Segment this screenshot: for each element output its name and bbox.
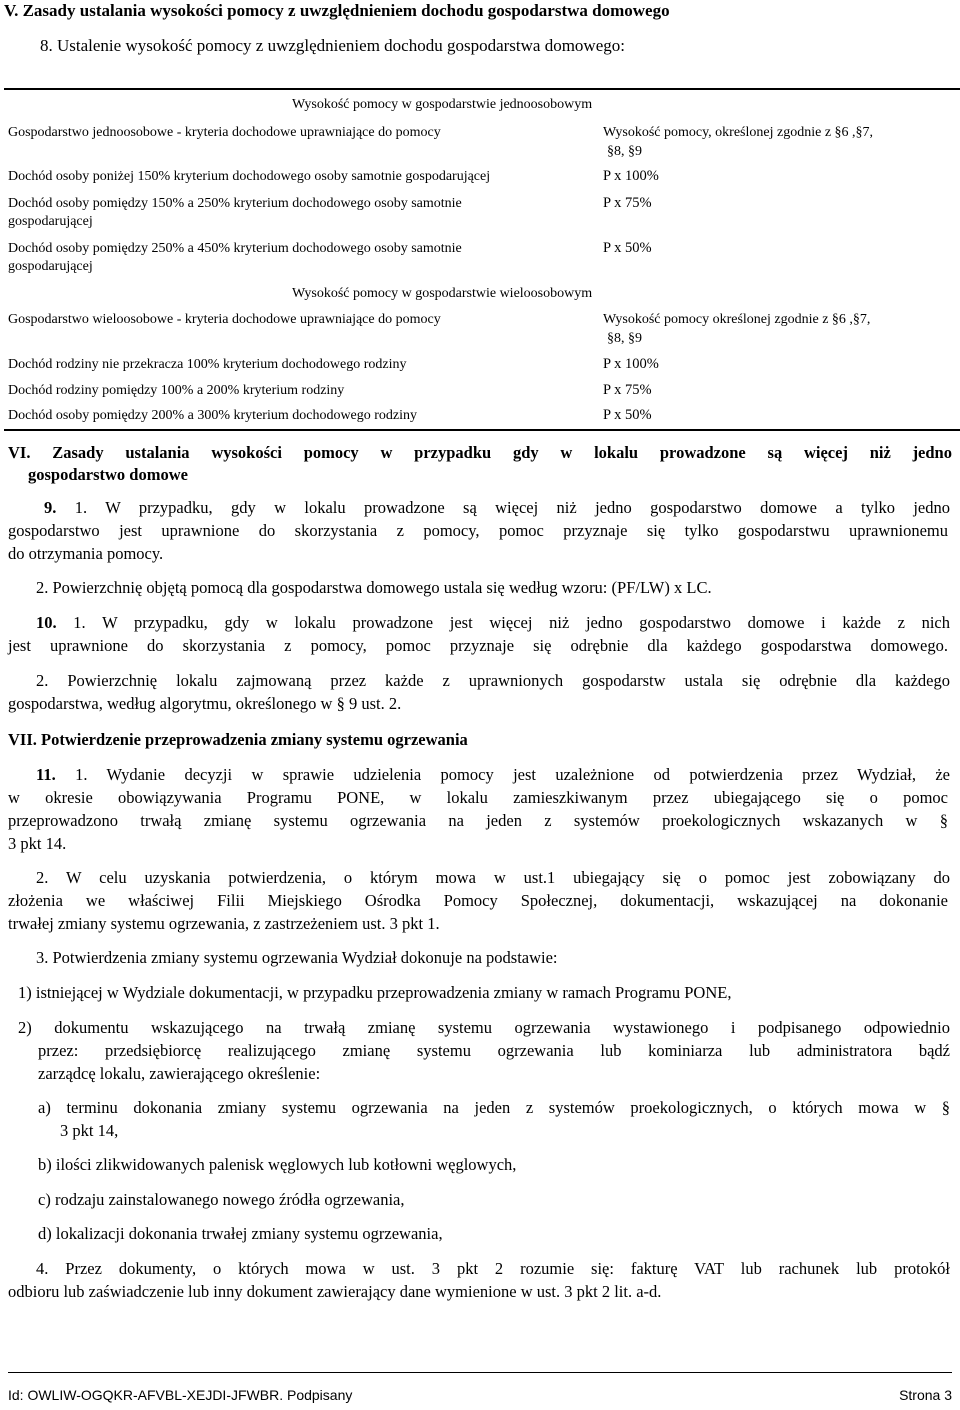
- table1-caption: Wysokość pomocy w gospodarstwie jednoosobowym: [292, 97, 593, 112]
- sub-item-d: d) lokalizacji dokonania trwałej zmiany systemu ogrzewania,: [38, 1224, 443, 1243]
- paragraph-11-1: [36, 764, 950, 787]
- table-row-value: P x 75%: [603, 382, 652, 398]
- paragraph-text: 1. W przypadku, gdy w lokalu prowadzone są więcej niż jedno gospodarstwo domowe a tylko jedno: [56, 498, 950, 517]
- table-row-label: Dochód rodziny pomiędzy 100% a 200% kryterium rodziny: [8, 383, 345, 398]
- document-id: Id: OWLIW-OGQKR-AFVBL-XEJDI-JFWBR. Podpisany: [8, 1387, 353, 1403]
- table-row-label: Dochód osoby pomiędzy 200% a 300% kryterium dochodowego rodziny: [8, 408, 418, 423]
- footer-rule: [8, 1372, 952, 1373]
- paragraph-9-1-line3: do otrzymania pomocy.: [8, 544, 164, 563]
- paragraph-10-1-line2: jest uprawnione do skorzystania z pomocy, pomoc przyznaje się odrębnie dla każdego gospodarstwa domowego.: [8, 636, 948, 655]
- list-item-2-line2: przez: przedsiębiorcę realizującego zmianę systemu ogrzewania lub kominiarza lub administratora bądź: [38, 1041, 950, 1060]
- paragraph-text: 1. W przypadku, gdy w lokalu prowadzone jest więcej niż jedno gospodarstwo domowe i każde z nich: [56, 613, 950, 632]
- paragraph-11-2-line3: trwałej zmiany systemu ogrzewania, z zastrzeżeniem ust. 3 pkt 1.: [8, 914, 440, 933]
- section-6-title-cont: gospodarstwo domowe: [28, 465, 188, 484]
- list-item-2: 2) dokumentu wskazującego na trwałą zmianę systemu ogrzewania wystawionego i podpisanego odpowiednio: [18, 1018, 950, 1037]
- section-5-title: V. Zasady ustalania wysokości pomocy z uwzględnieniem dochodu gospodarstwa domowego: [4, 1, 670, 20]
- paragraph-number: 10.: [36, 613, 57, 632]
- paragraph-11-4-line2: odbioru lub zaświadczenie lub inny dokument zawierający dane wymienione w ust. 3 pkt 2 lit. a-d.: [8, 1282, 662, 1301]
- paragraph-9-2: 2. Powierzchnię objętą pomocą dla gospodarstwa domowego ustala się według wzoru: (PF/LW) x LC.: [36, 578, 712, 597]
- sub-item-c: c) rodzaju zainstalowanego nowego źródła ogrzewania,: [38, 1190, 405, 1209]
- table2-header-right: Wysokość pomocy określonej zgodnie z §6 ,§7,: [603, 312, 871, 327]
- table1-header-left: Gospodarstwo jednoosobowe - kryteria dochodowe uprawniające do pomocy: [8, 125, 441, 140]
- paragraph-number: 11.: [36, 765, 56, 784]
- table-row-label: Dochód osoby poniżej 150% kryterium dochodowego osoby samotnie gospodarującej: [8, 169, 491, 184]
- section-6-title: VI. Zasady ustalania wysokości pomocy w przypadku gdy w lokalu prowadzone są więcej niż jedno: [8, 443, 952, 462]
- paragraph-11-1-line3: przeprowadzono trwałą zmianę systemu ogrzewania na jeden z systemów proekologicznych wskazanych w §: [8, 811, 948, 830]
- sub-item-a: a) terminu dokonania zmiany systemu ogrzewania na jeden z systemów proekologicznych, o których mowa w §: [38, 1098, 950, 1117]
- list-item-1: 1) istniejącej w Wydziale dokumentacji, w przypadku przeprowadzenia zmiany w ramach Programu PONE,: [18, 983, 732, 1002]
- paragraph-10-2-line2: gospodarstwa, według algorytmu, określonego w § 9 ust. 2.: [8, 694, 402, 713]
- table2-header-left: Gospodarstwo wieloosobowe - kryteria dochodowe uprawniające do pomocy: [8, 312, 441, 327]
- paragraph-11-2-line2: złożenia we właściwej Filii Miejskiego Ośrodka Pomocy Społecznej, dokumentacji, wskazującej na dokonanie: [8, 891, 948, 910]
- paragraph-text: 1. Wydanie decyzji w sprawie udzielenia pomocy jest uzależnione od potwierdzenia przez Wydział, że: [55, 765, 950, 784]
- list-item-2-line3: zarządcę lokalu, zawierającego określenie:: [38, 1064, 321, 1083]
- table1-header-right-cont: §8, §9: [607, 144, 642, 159]
- table1-header-right: Wysokość pomocy, określonej zgodnie z §6 ,§7,: [603, 125, 874, 140]
- paragraph-10-2: 2. Powierzchnię lokalu zajmowaną przez każde z uprawnionych gospodarstw ustala się odrębnie dla każdego: [36, 671, 950, 690]
- table-row-value: P x 50%: [603, 240, 652, 256]
- sub-item-b: b) ilości zlikwidowanych palenisk węglowych lub kotłowni węglowych,: [38, 1155, 517, 1174]
- table-row-label: Dochód rodziny nie przekracza 100% kryterium dochodowego rodziny: [8, 357, 407, 372]
- table2-header-right-cont: §8, §9: [607, 331, 642, 346]
- table-row-label-cont: gospodarującej: [8, 259, 93, 274]
- table-row-value: P x 75%: [603, 195, 652, 211]
- paragraph-11-3: 3. Potwierdzenia zmiany systemu ogrzewania Wydział dokonuje na podstawie:: [36, 948, 558, 967]
- paragraph-11-1-line2: w okresie obowiązywania Programu PONE, w lokalu zamieszkiwanym przez ubiegającego się o pomoc: [8, 788, 948, 807]
- sub-item-a-line2: 3 pkt 14,: [60, 1121, 119, 1140]
- paragraph-9-1: [44, 497, 950, 520]
- table-top-rule: [4, 88, 960, 90]
- table-bottom-rule: [4, 429, 960, 431]
- paragraph-9-1-line2: gospodarstwo jest uprawnione do skorzystania z pomocy, pomoc przyznaje się tylko gospodarstwu uprawnionemu: [8, 521, 948, 540]
- table2-caption: Wysokość pomocy w gospodarstwie wieloosobowym: [292, 286, 593, 301]
- paragraph-number: 9.: [44, 498, 57, 517]
- table-row-label: Dochód osoby pomiędzy 150% a 250% kryterium dochodowego osoby samotnie: [8, 196, 462, 211]
- table-row-value: P x 100%: [603, 168, 659, 184]
- paragraph-10-1: [36, 612, 950, 635]
- paragraph-11-4: 4. Przez dokumenty, o których mowa w ust. 3 pkt 2 rozumie się: fakturę VAT lub rachunek lub protokół: [36, 1259, 950, 1278]
- section-7-title: VII. Potwierdzenie przeprowadzenia zmiany systemu ogrzewania: [8, 730, 468, 749]
- page-number: Strona 3: [899, 1387, 952, 1403]
- table-row-label: Dochód osoby pomiędzy 250% a 450% kryterium dochodowego osoby samotnie: [8, 241, 462, 256]
- paragraph-11-2: 2. W celu uzyskania potwierdzenia, o którym mowa w ust.1 ubiegający się o pomoc jest zobowiązany do: [36, 868, 950, 887]
- table-row-value: P x 50%: [603, 407, 652, 423]
- table-row-label-cont: gospodarującej: [8, 214, 93, 229]
- paragraph-8: 8. Ustalenie wysokość pomocy z uwzględnieniem dochodu gospodarstwa domowego:: [40, 36, 625, 55]
- paragraph-11-1-line4: 3 pkt 14.: [8, 834, 67, 853]
- table-row-value: P x 100%: [603, 356, 659, 372]
